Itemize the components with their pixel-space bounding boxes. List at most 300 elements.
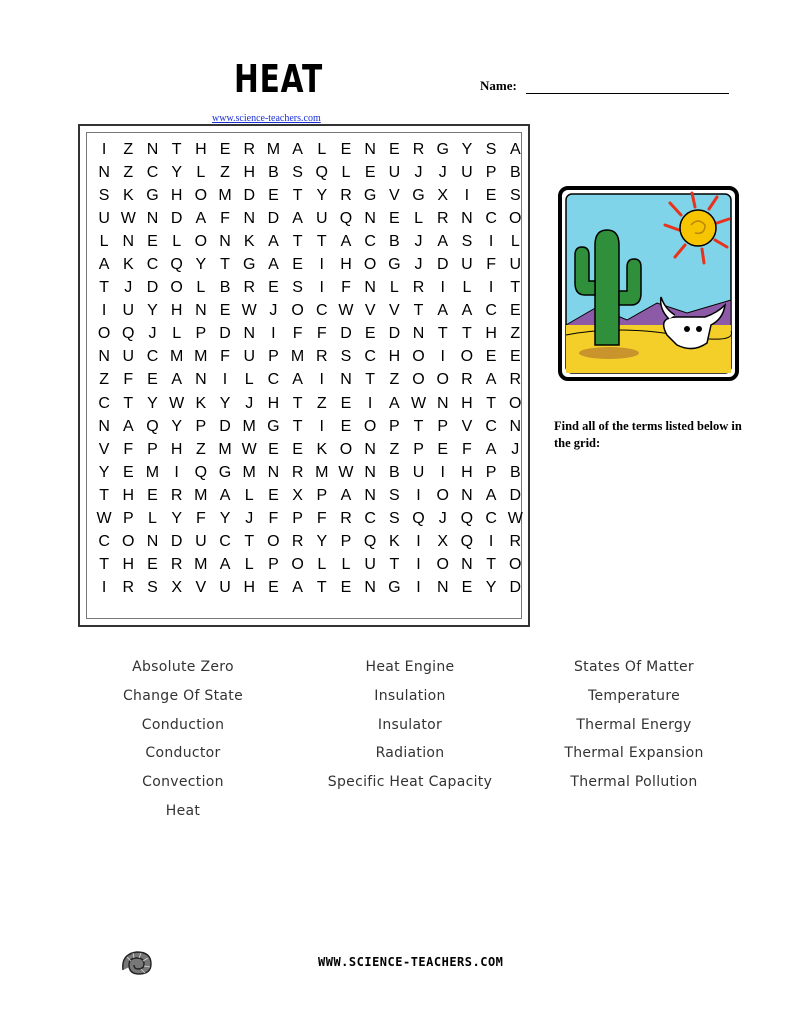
grid-letter[interactable]: J	[269, 302, 278, 320]
grid-letter[interactable]: A	[340, 486, 352, 504]
grid-letter[interactable]: N	[461, 486, 473, 504]
grid-letter[interactable]: X	[171, 579, 182, 597]
grid-letter[interactable]: D	[388, 325, 401, 343]
grid-letter[interactable]: G	[242, 256, 256, 274]
grid-letter[interactable]: H	[485, 325, 497, 343]
grid-letter[interactable]: C	[146, 348, 159, 366]
grid-letter[interactable]: E	[147, 486, 158, 504]
grid-letter[interactable]: D	[243, 186, 255, 204]
grid-letter[interactable]: Z	[123, 140, 134, 158]
grid-letter[interactable]: D	[340, 325, 352, 343]
grid-letter[interactable]: F	[195, 510, 206, 528]
grid-letter[interactable]: V	[195, 579, 207, 597]
grid-letter[interactable]: L	[317, 556, 327, 574]
grid-letter[interactable]: N	[364, 486, 376, 504]
grid-letter[interactable]: L	[341, 163, 351, 181]
grid-letter[interactable]: H	[461, 463, 473, 481]
grid-letter[interactable]: T	[437, 325, 448, 343]
grid-letter[interactable]: Z	[220, 163, 230, 181]
grid-letter[interactable]: I	[488, 533, 494, 551]
grid-letter[interactable]: T	[220, 256, 230, 274]
grid-letter[interactable]: C	[98, 533, 110, 551]
grid-letter[interactable]: M	[145, 463, 160, 481]
grid-letter[interactable]: R	[291, 463, 304, 481]
grid-letter[interactable]: S	[509, 186, 521, 204]
grid-letter[interactable]: C	[364, 348, 376, 366]
grid-letter[interactable]: J	[438, 510, 447, 528]
grid-letter[interactable]: J	[245, 394, 254, 412]
grid-letter[interactable]: N	[146, 209, 159, 227]
grid-letter[interactable]: U	[461, 163, 473, 181]
grid-letter[interactable]: P	[485, 463, 497, 481]
grid-letter[interactable]: E	[389, 209, 400, 227]
grid-letter[interactable]: Y	[316, 533, 328, 551]
grid-letter[interactable]: T	[99, 279, 109, 297]
grid-letter[interactable]: Z	[316, 394, 327, 412]
grid-letter[interactable]: W	[241, 440, 257, 458]
grid-letter[interactable]: Q	[194, 463, 208, 481]
grid-letter[interactable]: K	[389, 533, 400, 551]
grid-letter[interactable]: C	[485, 417, 497, 435]
grid-letter[interactable]: A	[485, 440, 497, 458]
grid-letter[interactable]: C	[316, 302, 328, 320]
grid-letter[interactable]: R	[436, 209, 449, 227]
grid-letter[interactable]: U	[509, 256, 522, 274]
grid-letter[interactable]: A	[461, 302, 473, 320]
grid-letter[interactable]: N	[364, 579, 376, 597]
grid-letter[interactable]: T	[123, 394, 134, 412]
grid-letter[interactable]: R	[412, 279, 425, 297]
grid-letter[interactable]: A	[195, 209, 207, 227]
grid-letter[interactable]: N	[98, 348, 110, 366]
grid-letter[interactable]: E	[340, 394, 352, 412]
grid-letter[interactable]: E	[147, 232, 158, 250]
grid-letter[interactable]: N	[267, 463, 280, 481]
grid-letter[interactable]: A	[268, 232, 279, 250]
grid-letter[interactable]: O	[436, 371, 449, 389]
grid-letter[interactable]: O	[170, 279, 183, 297]
grid-letter[interactable]: E	[268, 186, 279, 204]
grid-letter[interactable]: I	[488, 232, 494, 250]
grid-letter[interactable]: C	[485, 510, 497, 528]
grid-letter[interactable]: N	[364, 279, 376, 297]
grid-letter[interactable]: C	[146, 163, 159, 181]
grid-letter[interactable]: Z	[510, 325, 521, 343]
grid-letter[interactable]: L	[172, 325, 182, 343]
grid-letter[interactable]: V	[364, 302, 376, 320]
grid-letter[interactable]: K	[122, 186, 134, 204]
grid-letter[interactable]: X	[437, 186, 449, 204]
grid-letter[interactable]: T	[486, 556, 496, 574]
grid-letter[interactable]: S	[389, 510, 400, 528]
grid-letter[interactable]: A	[219, 486, 231, 504]
grid-letter[interactable]: G	[146, 186, 159, 204]
grid-letter[interactable]: B	[389, 232, 400, 250]
grid-letter[interactable]: U	[122, 348, 135, 366]
grid-letter[interactable]: S	[292, 163, 303, 181]
grid-letter[interactable]: O	[122, 533, 135, 551]
grid-letter[interactable]: N	[243, 325, 255, 343]
grid-letter[interactable]: D	[267, 209, 280, 227]
grid-letter[interactable]: N	[364, 463, 376, 481]
grid-letter[interactable]: A	[437, 232, 449, 250]
grid-letter[interactable]: G	[218, 463, 232, 481]
grid-letter[interactable]: E	[268, 486, 279, 504]
grid-letter[interactable]: R	[243, 140, 255, 158]
grid-letter[interactable]: R	[243, 279, 255, 297]
grid-letter[interactable]: I	[416, 486, 421, 504]
grid-letter[interactable]: T	[462, 325, 472, 343]
grid-letter[interactable]: C	[267, 371, 280, 389]
grid-letter[interactable]: I	[319, 256, 324, 274]
grid-letter[interactable]: P	[413, 440, 424, 458]
grid-letter[interactable]: O	[436, 556, 449, 574]
grid-letter[interactable]: Z	[195, 440, 206, 458]
grid-letter[interactable]: G	[363, 186, 377, 204]
grid-letter[interactable]: F	[220, 348, 230, 366]
grid-letter[interactable]: A	[292, 140, 303, 158]
grid-letter[interactable]: V	[389, 186, 400, 204]
grid-letter[interactable]: U	[219, 579, 231, 597]
grid-letter[interactable]: E	[340, 579, 352, 597]
grid-letter[interactable]: R	[291, 533, 304, 551]
grid-letter[interactable]: A	[509, 140, 521, 158]
grid-letter[interactable]: L	[244, 556, 254, 574]
grid-letter[interactable]: N	[195, 302, 207, 320]
grid-letter[interactable]: D	[170, 209, 183, 227]
grid-letter[interactable]: Q	[412, 510, 425, 528]
grid-letter[interactable]: N	[146, 140, 159, 158]
grid-letter[interactable]: F	[123, 440, 134, 458]
grid-letter[interactable]: C	[146, 256, 159, 274]
grid-letter[interactable]: F	[268, 510, 279, 528]
website-link[interactable]: www.science-teachers.com	[212, 113, 321, 124]
grid-letter[interactable]: R	[509, 533, 522, 551]
grid-letter[interactable]: D	[170, 533, 183, 551]
grid-letter[interactable]: O	[339, 440, 353, 458]
grid-letter[interactable]: L	[510, 232, 520, 250]
grid-letter[interactable]: P	[316, 486, 328, 504]
grid-letter[interactable]: N	[146, 533, 159, 551]
grid-letter[interactable]: Z	[389, 371, 400, 389]
grid-letter[interactable]: B	[268, 163, 279, 181]
name-field[interactable]	[526, 93, 729, 94]
grid-letter[interactable]: W	[241, 302, 257, 320]
grid-letter[interactable]: M	[290, 348, 305, 366]
grid-letter[interactable]: G	[388, 256, 401, 274]
grid-letter[interactable]: L	[99, 232, 109, 250]
grid-letter[interactable]: G	[267, 417, 280, 435]
grid-letter[interactable]: S	[98, 186, 110, 204]
grid-letter[interactable]: P	[195, 325, 207, 343]
grid-letter[interactable]: N	[461, 556, 473, 574]
grid-letter[interactable]: I	[319, 371, 324, 389]
grid-letter[interactable]: E	[147, 556, 158, 574]
grid-letter[interactable]: H	[122, 486, 135, 504]
grid-letter[interactable]: E	[219, 302, 231, 320]
grid-letter[interactable]: O	[363, 256, 377, 274]
grid-letter[interactable]: R	[461, 371, 473, 389]
grid-letter[interactable]: T	[486, 394, 496, 412]
grid-letter[interactable]: M	[218, 440, 232, 458]
grid-letter[interactable]: Q	[363, 533, 377, 551]
grid-letter[interactable]: Y	[171, 417, 182, 435]
grid-letter[interactable]: R	[170, 486, 183, 504]
grid-letter[interactable]: I	[464, 186, 470, 204]
grid-letter[interactable]: D	[436, 256, 449, 274]
grid-letter[interactable]: H	[170, 302, 183, 320]
grid-letter[interactable]: D	[146, 279, 159, 297]
grid-letter[interactable]: J	[124, 279, 133, 297]
grid-letter[interactable]: C	[364, 510, 376, 528]
grid-letter[interactable]: N	[243, 209, 255, 227]
grid-letter[interactable]: I	[101, 140, 107, 158]
grid-letter[interactable]: C	[485, 302, 497, 320]
grid-letter[interactable]: O	[291, 302, 304, 320]
grid-letter[interactable]: H	[170, 440, 183, 458]
grid-letter[interactable]: Y	[219, 510, 231, 528]
grid-letter[interactable]: E	[364, 325, 376, 343]
grid-letter[interactable]: N	[364, 440, 376, 458]
grid-letter[interactable]: O	[412, 348, 425, 366]
grid-letter[interactable]: L	[462, 279, 472, 297]
grid-letter[interactable]: L	[414, 209, 423, 227]
grid-letter[interactable]: N	[98, 417, 110, 435]
grid-letter[interactable]: T	[413, 417, 424, 435]
grid-letter[interactable]: I	[174, 463, 179, 481]
grid-letter[interactable]: U	[364, 556, 376, 574]
grid-letter[interactable]: J	[511, 440, 520, 458]
grid-letter[interactable]: Q	[460, 533, 474, 551]
grid-letter[interactable]: O	[194, 232, 208, 250]
grid-letter[interactable]: S	[485, 140, 497, 158]
grid-letter[interactable]: H	[461, 394, 473, 412]
grid-letter[interactable]: T	[171, 140, 182, 158]
grid-letter[interactable]: I	[416, 556, 421, 574]
grid-letter[interactable]: E	[485, 348, 497, 366]
grid-letter[interactable]: A	[389, 394, 400, 412]
grid-letter[interactable]: Z	[123, 163, 134, 181]
grid-letter[interactable]: C	[364, 232, 376, 250]
grid-letter[interactable]: S	[292, 279, 303, 297]
grid-letter[interactable]: E	[147, 371, 158, 389]
grid-letter[interactable]: Q	[122, 325, 135, 343]
grid-letter[interactable]: X	[292, 486, 303, 504]
grid-letter[interactable]: E	[292, 256, 303, 274]
grid-letter[interactable]: Y	[147, 302, 158, 320]
grid-letter[interactable]: H	[195, 140, 207, 158]
grid-letter[interactable]: O	[412, 371, 425, 389]
grid-letter[interactable]: E	[340, 140, 352, 158]
grid-letter[interactable]: F	[292, 325, 303, 343]
grid-letter[interactable]: O	[363, 417, 377, 435]
grid-letter[interactable]: U	[122, 302, 135, 320]
grid-letter[interactable]: K	[122, 256, 134, 274]
grid-letter[interactable]: E	[461, 579, 473, 597]
grid-letter[interactable]: T	[244, 533, 255, 551]
grid-letter[interactable]: M	[194, 348, 208, 366]
grid-letter[interactable]: Y	[461, 140, 473, 158]
grid-letter[interactable]: P	[437, 417, 449, 435]
grid-letter[interactable]: N	[219, 232, 231, 250]
grid-letter[interactable]: H	[122, 556, 135, 574]
grid-letter[interactable]: T	[510, 279, 521, 297]
grid-letter[interactable]: A	[171, 371, 182, 389]
grid-letter[interactable]: E	[219, 140, 231, 158]
grid-letter[interactable]: W	[169, 394, 185, 412]
grid-letter[interactable]: J	[414, 256, 423, 274]
grid-letter[interactable]: E	[364, 163, 376, 181]
grid-letter[interactable]: L	[244, 371, 254, 389]
grid-letter[interactable]: L	[172, 232, 182, 250]
grid-letter[interactable]: Z	[389, 440, 400, 458]
grid-letter[interactable]: U	[243, 348, 255, 366]
grid-letter[interactable]: A	[292, 371, 303, 389]
grid-letter[interactable]: O	[509, 556, 522, 574]
grid-letter[interactable]: E	[340, 417, 352, 435]
grid-letter[interactable]: K	[195, 394, 207, 412]
grid-letter[interactable]: L	[341, 556, 351, 574]
grid-letter[interactable]: N	[364, 140, 376, 158]
grid-letter[interactable]: W	[338, 302, 354, 320]
grid-letter[interactable]: I	[440, 279, 445, 297]
grid-letter[interactable]: F	[462, 440, 472, 458]
grid-letter[interactable]: N	[122, 232, 135, 250]
grid-letter[interactable]: E	[122, 463, 134, 481]
grid-letter[interactable]: Q	[460, 510, 474, 528]
grid-letter[interactable]: H	[170, 186, 183, 204]
grid-letter[interactable]: I	[440, 463, 445, 481]
grid-letter[interactable]: L	[196, 279, 206, 297]
grid-letter[interactable]: E	[268, 579, 279, 597]
grid-letter[interactable]: C	[219, 533, 231, 551]
grid-letter[interactable]: T	[292, 232, 303, 250]
grid-letter[interactable]: Y	[195, 256, 207, 274]
grid-letter[interactable]: I	[440, 348, 445, 366]
grid-letter[interactable]: U	[461, 256, 473, 274]
grid-letter[interactable]: E	[268, 440, 279, 458]
grid-letter[interactable]: O	[291, 556, 304, 574]
grid-letter[interactable]: M	[218, 186, 232, 204]
grid-letter[interactable]: E	[437, 440, 449, 458]
grid-letter[interactable]: M	[242, 463, 256, 481]
grid-letter[interactable]: U	[316, 209, 328, 227]
grid-letter[interactable]: F	[220, 209, 230, 227]
grid-letter[interactable]: E	[389, 140, 400, 158]
grid-letter[interactable]: T	[316, 232, 327, 250]
grid-letter[interactable]: R	[340, 510, 352, 528]
grid-letter[interactable]: O	[436, 486, 449, 504]
grid-letter[interactable]: K	[243, 232, 255, 250]
grid-letter[interactable]: E	[509, 302, 521, 320]
grid-letter[interactable]: X	[437, 533, 449, 551]
grid-letter[interactable]: P	[122, 510, 134, 528]
grid-letter[interactable]: S	[340, 348, 352, 366]
grid-letter[interactable]: W	[410, 394, 427, 412]
grid-letter[interactable]: T	[99, 556, 109, 574]
grid-letter[interactable]: Q	[146, 417, 159, 435]
grid-letter[interactable]: H	[267, 394, 280, 412]
grid-letter[interactable]: N	[509, 417, 522, 435]
grid-letter[interactable]: M	[169, 348, 184, 366]
grid-letter[interactable]: N	[436, 579, 449, 597]
grid-letter[interactable]: P	[268, 556, 279, 574]
grid-letter[interactable]: M	[242, 417, 256, 435]
grid-letter[interactable]: R	[509, 371, 522, 389]
grid-letter[interactable]: S	[147, 579, 158, 597]
grid-letter[interactable]: F	[123, 371, 134, 389]
grid-letter[interactable]: F	[316, 510, 327, 528]
grid-letter[interactable]: D	[219, 417, 231, 435]
grid-letter[interactable]: P	[268, 348, 279, 366]
grid-letter[interactable]: M	[266, 140, 281, 158]
grid-letter[interactable]: A	[98, 256, 110, 274]
grid-letter[interactable]: D	[509, 579, 522, 597]
grid-letter[interactable]: V	[461, 417, 473, 435]
grid-letter[interactable]: W	[507, 510, 523, 528]
grid-letter[interactable]: I	[101, 579, 107, 597]
grid-letter[interactable]: T	[316, 579, 327, 597]
grid-letter[interactable]: U	[388, 163, 401, 181]
grid-letter[interactable]: Q	[315, 163, 328, 181]
grid-letter[interactable]: Y	[147, 394, 158, 412]
grid-letter[interactable]: T	[413, 302, 424, 320]
grid-letter[interactable]: E	[292, 440, 303, 458]
grid-letter[interactable]: I	[488, 279, 494, 297]
grid-letter[interactable]: J	[414, 232, 423, 250]
grid-letter[interactable]: A	[122, 417, 134, 435]
grid-letter[interactable]: E	[509, 348, 521, 366]
grid-letter[interactable]: A	[437, 302, 449, 320]
grid-letter[interactable]: H	[388, 348, 401, 366]
grid-letter[interactable]: E	[485, 186, 497, 204]
grid-letter[interactable]: A	[268, 256, 279, 274]
grid-letter[interactable]: R	[316, 348, 328, 366]
grid-letter[interactable]: D	[219, 325, 231, 343]
grid-letter[interactable]: O	[460, 348, 474, 366]
grid-letter[interactable]: P	[340, 533, 352, 551]
grid-letter[interactable]: R	[412, 140, 425, 158]
grid-letter[interactable]: J	[438, 163, 447, 181]
grid-letter[interactable]: N	[195, 371, 207, 389]
grid-letter[interactable]: M	[194, 556, 208, 574]
grid-letter[interactable]: Y	[219, 394, 231, 412]
grid-letter[interactable]: G	[388, 579, 401, 597]
grid-letter[interactable]: R	[340, 186, 352, 204]
grid-letter[interactable]: T	[292, 417, 303, 435]
grid-letter[interactable]: Y	[171, 163, 182, 181]
grid-letter[interactable]: B	[509, 463, 521, 481]
grid-letter[interactable]: E	[268, 279, 279, 297]
grid-letter[interactable]: N	[364, 209, 376, 227]
grid-letter[interactable]: Z	[99, 371, 109, 389]
grid-letter[interactable]: U	[412, 463, 425, 481]
grid-letter[interactable]: M	[194, 486, 208, 504]
grid-letter[interactable]: O	[194, 186, 208, 204]
grid-letter[interactable]: S	[389, 486, 400, 504]
grid-letter[interactable]: G	[436, 140, 449, 158]
grid-letter[interactable]: W	[338, 463, 354, 481]
grid-letter[interactable]: T	[292, 394, 303, 412]
grid-letter[interactable]: H	[243, 163, 255, 181]
grid-letter[interactable]: O	[509, 394, 522, 412]
grid-letter[interactable]: D	[509, 486, 522, 504]
grid-letter[interactable]: T	[365, 371, 376, 389]
grid-letter[interactable]: V	[389, 302, 400, 320]
grid-letter[interactable]: W	[96, 510, 112, 528]
grid-letter[interactable]: T	[389, 556, 400, 574]
grid-letter[interactable]: Q	[170, 256, 183, 274]
